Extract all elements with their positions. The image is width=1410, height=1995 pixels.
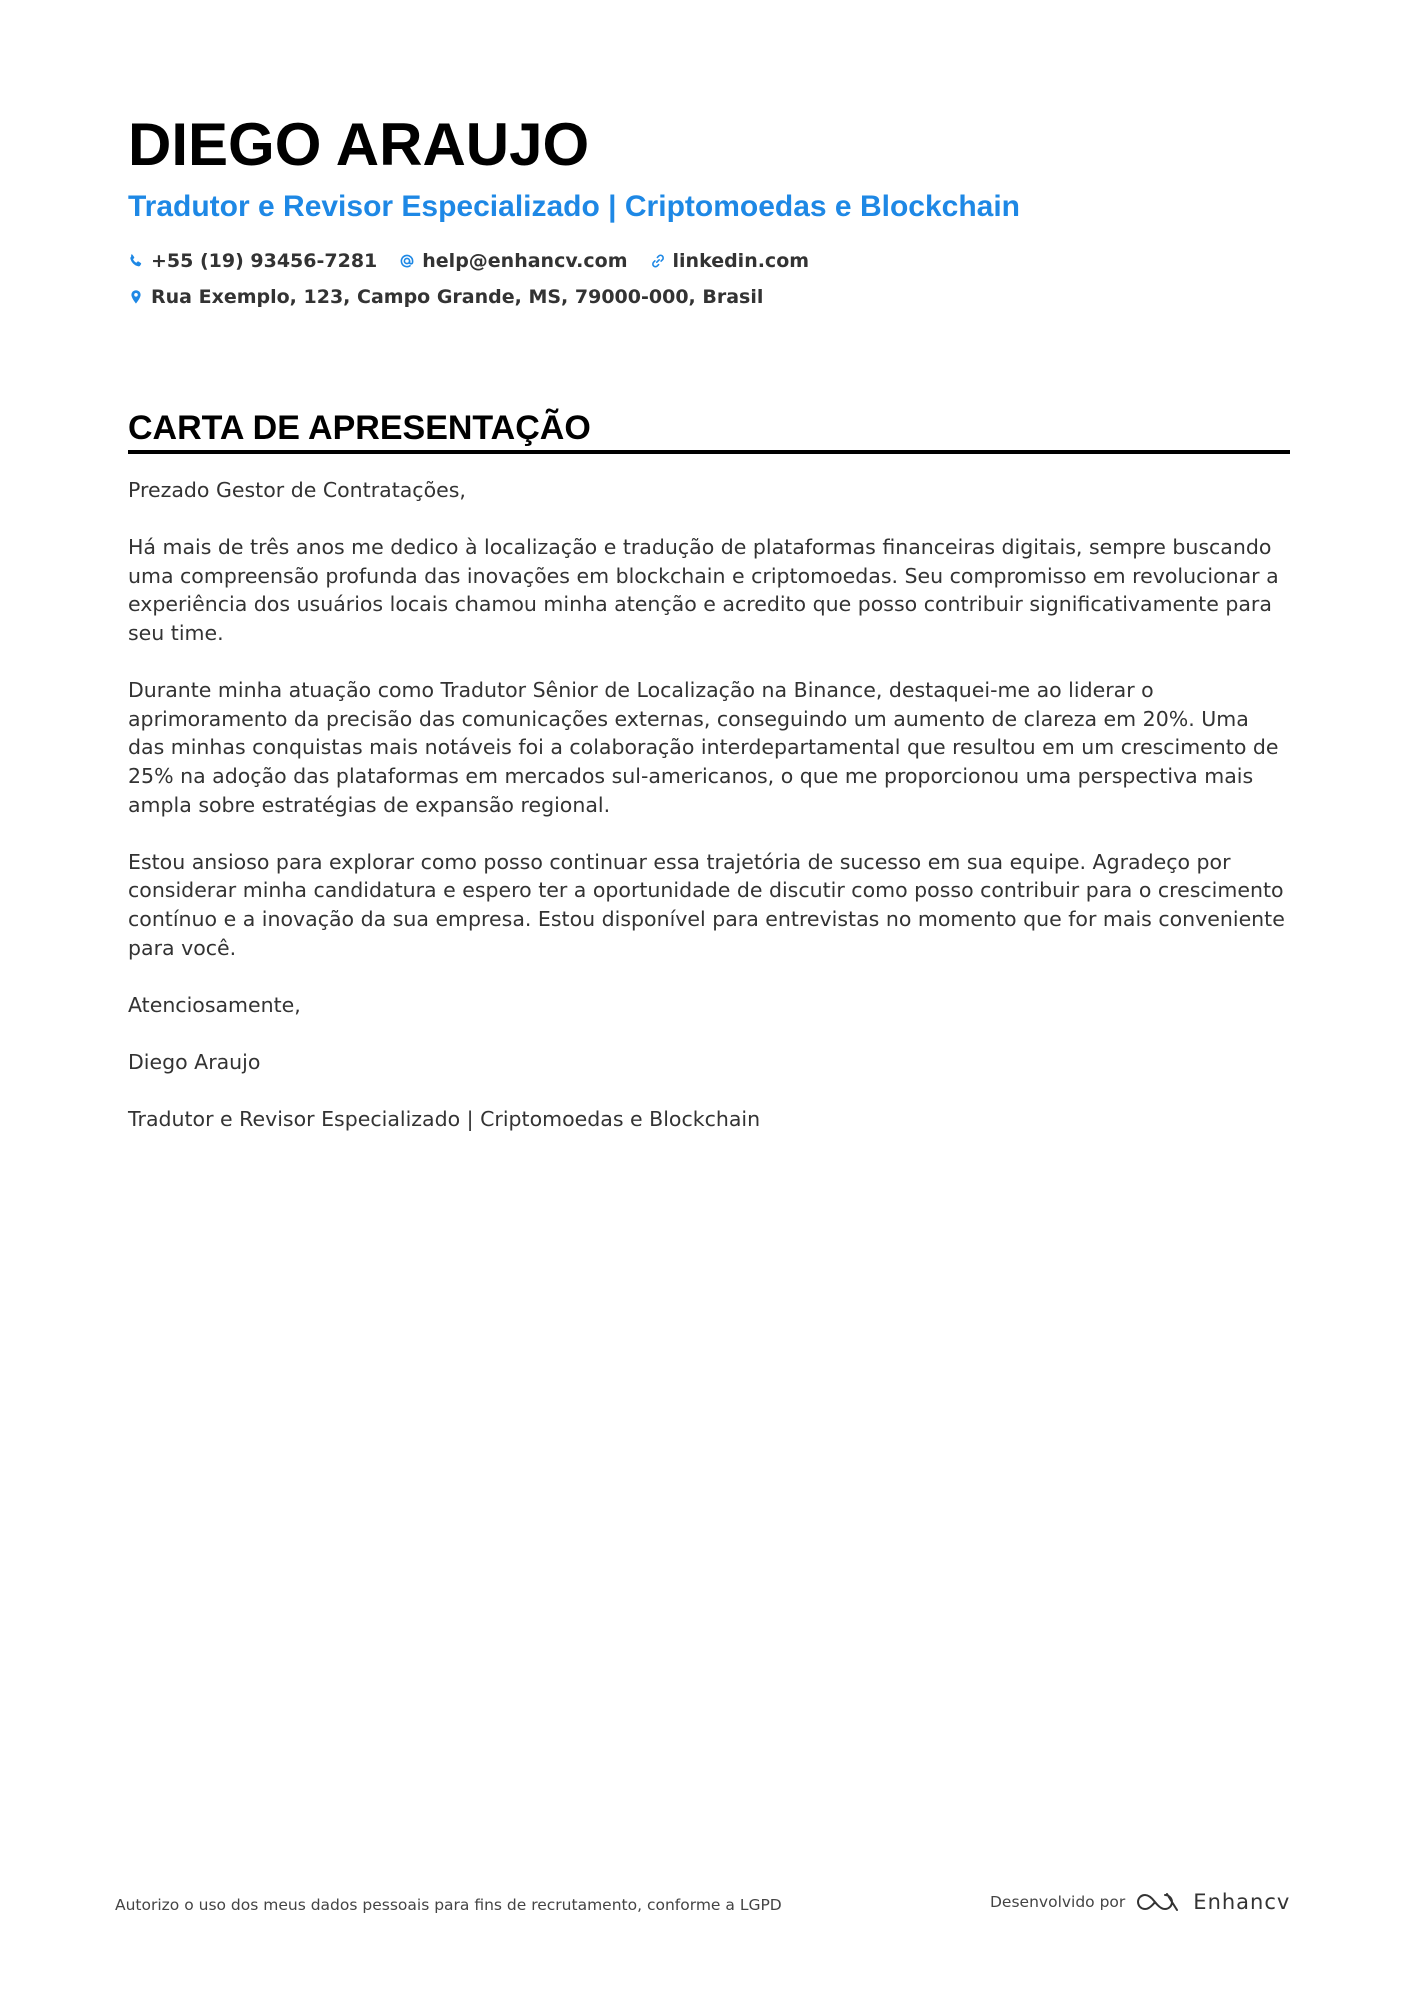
letter-paragraph: Estou ansioso para explorar como posso continuar essa trajetória de sucesso em sua equipe. Agradeço por considerar minha candidatura e espero ter a oportunidade de discutir como posso contribuir para o crescimento contínuo e a inovação da sua empresa. Estou disponível para entrevistas no momento que for mais conveniente para você. xyxy=(128,849,1285,960)
address-text: Rua Exemplo, 123, Campo Grande, MS, 79000-000, Brasil xyxy=(151,286,764,308)
contact-address xyxy=(128,286,1288,308)
letter-body xyxy=(128,476,1290,1134)
contact-linkedin[interactable] xyxy=(650,250,810,272)
at-icon xyxy=(399,253,415,269)
section-title: CARTA DE APRESENTAÇÃO xyxy=(128,408,1290,454)
signature-title: Tradutor e Revisor Especializado | Criptomoedas e Blockchain xyxy=(128,1107,761,1132)
cover-letter-section xyxy=(128,408,1290,1162)
enhancv-logo-icon xyxy=(1135,1890,1181,1914)
phone-text: +55 (19) 93456-7281 xyxy=(151,250,378,272)
letter-paragraph: Há mais de três anos me dedico à localização e tradução de plataformas financeiras digitais, sempre buscando uma compreensão profunda das inovações em blockchain e criptomoedas. Seu compromisso em revolucionar a experiência dos usuários locais chamou minha atenção e acredito que posso contribuir significativamente para seu time. xyxy=(128,535,1279,645)
letter-paragraph: Durante minha atuação como Tradutor Sênior de Localização na Binance, destaquei-me ao liderar o aprimoramento da precisão das comunicações externas, conseguindo um aumento de clareza em 20%. Uma das minhas conquistas mais notáveis foi a colaboração interdepartamental que resultou em um crescimento de 25% na adoção das plataformas em mercados sul-americanos, o que me proporcionou uma perspectiva mais ampla sobre estratégias de expansão regional. xyxy=(128,678,1279,817)
location-pin-icon xyxy=(128,289,144,305)
candidate-name: DIEGO ARAUJO xyxy=(128,111,590,178)
contact-email[interactable] xyxy=(399,250,627,272)
contact-phone[interactable] xyxy=(128,250,377,272)
phone-icon xyxy=(128,253,144,269)
brand-name: Enhancv xyxy=(1193,1890,1291,1914)
footer-consent: Autorizo o uso dos meus dados pessoais para fins de recrutamento, conforme a LGPD xyxy=(115,1896,782,1914)
email-text: help@enhancv.com xyxy=(422,250,628,272)
candidate-title: Tradutor e Revisor Especializado | Criptomoedas e Blockchain xyxy=(128,190,1020,223)
brand xyxy=(1135,1890,1290,1914)
link-icon xyxy=(650,253,666,269)
header xyxy=(128,110,1288,308)
linkedin-text: linkedin.com xyxy=(672,250,810,272)
letter-closing: Atenciosamente, xyxy=(128,992,301,1017)
footer-branding[interactable] xyxy=(990,1890,1290,1914)
letter-greeting: Prezado Gestor de Contratações, xyxy=(128,478,466,502)
powered-by-text: Desenvolvido por xyxy=(990,1893,1126,1911)
signature-name: Diego Araujo xyxy=(128,1049,261,1074)
contact-row xyxy=(128,250,1288,272)
